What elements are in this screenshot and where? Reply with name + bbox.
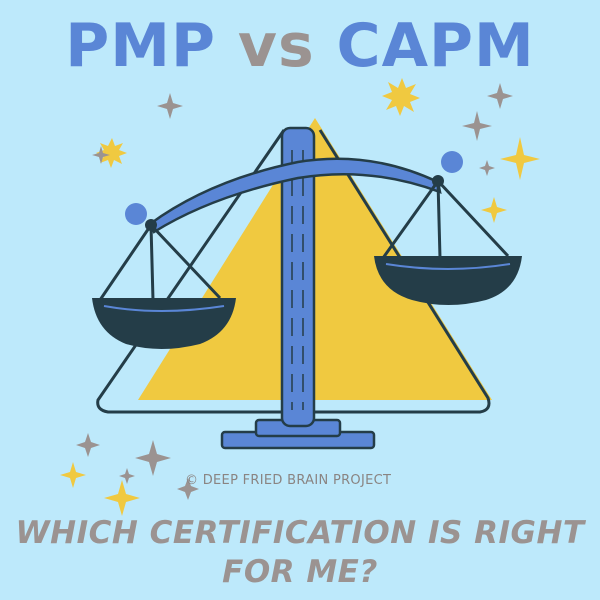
sparkle-gray	[157, 93, 183, 119]
sparkle-yellow	[500, 137, 540, 180]
tagline	[0, 514, 600, 592]
tagline-line-2: FOR ME?	[222, 554, 378, 590]
sparkle-gray	[479, 160, 495, 176]
tagline-line-1: WHICH CERTIFICATION IS RIGHT	[15, 515, 585, 551]
title-right-term: CAPM	[336, 11, 535, 81]
sparkle-yellow	[104, 480, 140, 516]
sparkle-gray	[487, 83, 513, 109]
sparkle-gray	[462, 111, 492, 141]
sparkle-gray	[135, 440, 171, 476]
title-connector: vs	[237, 11, 315, 81]
left-beam-knob	[125, 203, 147, 225]
sparkle-yellow	[60, 462, 86, 488]
left-pan-strings	[100, 225, 220, 300]
copyright-credit: © DEEP FRIED BRAIN PROJECT	[185, 473, 392, 488]
title-left-term: PMP	[65, 11, 216, 81]
sparkle-gray	[76, 433, 100, 457]
sparkle-gray	[119, 468, 135, 484]
right-beam-knob	[441, 151, 463, 173]
starburst-yellow	[382, 78, 420, 116]
sparkle-yellow	[481, 197, 507, 223]
right-pan-strings	[383, 181, 508, 258]
